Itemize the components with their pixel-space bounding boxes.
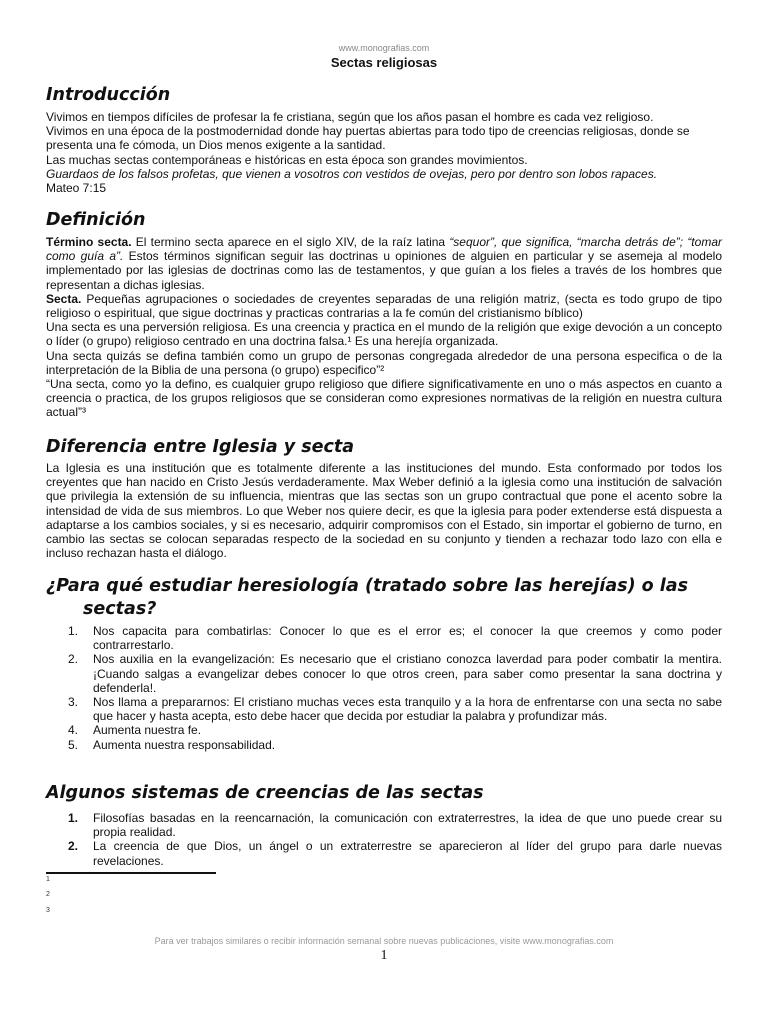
list-text: Aumenta nuestra fe.	[93, 723, 202, 738]
term-text-b: Estos términos significan seguir las doctrinas u opiniones de alguien en particular y se asemeja al modelo implementado por las iglesias de doctrinas como las de testamentos, y que guían a los fieles a través de los hombres que representan a dichas iglesias.	[46, 249, 722, 292]
list-item	[46, 811, 722, 839]
heading-estudiar: ¿Para qué estudiar heresiología (tratado sobre las herejías) o las	[46, 576, 688, 596]
bible-quote: Guardaos de los falsos profetas, que vienen a vosotros con vestidos de ovejas, pero por dentro son lobos rapaces.	[46, 166, 658, 181]
list-number: 1.	[68, 624, 79, 638]
list-item	[46, 839, 722, 867]
list-item	[46, 738, 722, 752]
intro-line: Vivimos en tiempos difíciles de profesar la fe cristiana, según que los años pasan el hombre es cada vez religioso.	[46, 110, 654, 124]
list-number: 4.	[68, 723, 79, 738]
intro-line: Vivimos en una época de la postmodernidad donde hay puertas abiertas para todo tipo de creencias religiosas, donde se presenta una fe cómoda, un Dios menos exigente a la santidad.	[46, 124, 690, 153]
definicion-section	[46, 235, 722, 420]
heading-introduccion: Introducción	[46, 85, 171, 105]
header-url: www.monografias.com	[338, 43, 430, 53]
list-item	[46, 695, 722, 723]
definicion-paragraph-3: Una secta es una perversión religiosa. Es una creencia y practica en el mundo de la religión que exige devoción a un concepto o líder (o grupo) religioso centrado en una doctrina falsa.¹ Es una herejía organizada.	[46, 320, 722, 349]
list-number: 5.	[68, 737, 79, 752]
footnote-marker: 3	[46, 907, 50, 914]
list-text: Aumenta nuestra responsabilidad.	[93, 737, 276, 752]
heading-definicion: Definición	[46, 210, 146, 230]
sistemas-list	[46, 811, 722, 868]
footnote-separator	[46, 872, 216, 874]
list-text: Nos llama a prepararnos: El cristiano muchas veces esta tranquilo y a la hora de enfrentarse con una secta no sabe que hacer y hasta acepta, esto debe hacer que decida por estudiar la palabra y profundizar más.	[93, 695, 722, 724]
intro-section	[46, 110, 722, 195]
heading-estudiar-line2: sectas?	[83, 599, 157, 619]
page-number: 1	[380, 948, 388, 963]
heading-diferencia: Diferencia entre Iglesia y secta	[46, 437, 355, 457]
list-item	[46, 624, 722, 652]
secta-label: Secta.	[46, 291, 82, 306]
list-text: Nos auxilia en la evangelización: Es necesario que el cristiano conozca laverdad para poder combatir la mentira. ¡Cuando salgas a evangelizar debes conocer lo que otros creen, para saber como presentar la sana doctrina y defenderla!.	[93, 652, 722, 695]
term-label: Término secta.	[46, 235, 132, 249]
estudiar-list-wrap	[46, 624, 722, 752]
document-title: Sectas religiosas	[330, 55, 438, 70]
footnote-marker: 2	[46, 891, 50, 898]
secta-paragraph	[46, 292, 722, 320]
definicion-paragraph-4: Una secta quizás se defina también como un grupo de personas congregada alrededor de una persona especifica o de la interpretación de la Biblia de una persona (o grupo) especifico”²	[46, 348, 722, 377]
bible-reference: Mateo 7:15	[46, 181, 107, 196]
heading-sistemas: Algunos sistemas de creencias de las sectas	[46, 783, 484, 803]
footnote-marker: 1	[46, 876, 50, 883]
term-quote: “sequor”, que significa, “marcha detrás de”; “tomar como guía a”.	[46, 235, 722, 264]
list-text: Filosofías basadas en la reencarnación, la comunicación con extraterrestres, la idea de que uno puede crear su propia realidad.	[93, 811, 722, 840]
estudiar-list	[46, 624, 722, 752]
secta-text: Pequeñas agrupaciones o sociedades de creyentes separadas de una religión matriz, (secta es todo grupo de tipo religioso o espiritual, que sigue doctrinas y practicas contrarias a la fe común del cristianismo bíblico)	[46, 291, 722, 321]
list-number: 3.	[68, 695, 79, 710]
intro-line: Las muchas sectas contemporáneas e históricas en esta época son grandes movimientos.	[46, 152, 528, 167]
diferencia-section	[46, 461, 722, 560]
intro-quote	[46, 167, 722, 181]
term-paragraph	[46, 235, 722, 292]
list-number: 2.	[68, 839, 79, 854]
diferencia-text: La Iglesia es una institución que es totalmente diferente a las instituciones del mundo. Esta conformado por todos los creyentes que han nacido en Cristo Jesús verdaderamente. Max Weber definió a la iglesia como una institución de salvación que privilegia la extensión de su influencia, mientras que las sectas son un grupo contractual que pone el acento sobre la intensidad de vida de sus miembros. Lo que Weber nos quiere decir, es que la iglesia para poder extenderse está dispuesta a adaptarse a los cambios sociales, y si es necesario, adquirir compromisos con el Estado, sin importar el gobierno de turno, en cambio las sectas se colocan separadas respecto de la sociedad en su conjunto y tienden a rechazar todo lazo con ella e incluso rechazan hasta el diálogo.	[46, 461, 722, 561]
list-item	[46, 652, 722, 695]
definicion-paragraph-5: “Una secta, como yo la defino, es cualquier grupo religioso que difiere significativamente en uno o más aspectos en cuanto a creencia o practica, de los grupos religiosos que se consideran como expresiones normativas de la religión en nuestra cultura actual”³	[46, 377, 722, 420]
sistemas-list-wrap	[46, 811, 722, 868]
list-text: La creencia de que Dios, un ángel o un extraterrestre se aparecieron al líder del grupo para darle nuevas revelaciones.	[93, 839, 722, 868]
term-text-a: El termino secta aparece en el siglo XIV, de la raíz latina	[131, 235, 450, 249]
footer-text: Para ver trabajos similares o recibir información semanal sobre nuevas publicaciones, visite www.monografias.com	[154, 936, 614, 946]
list-text: Nos capacita para combatirlas: Conocer lo que es el error es; el conocer la que creemos y como poder contrarrestarlo.	[93, 624, 722, 653]
list-number: 1.	[68, 811, 79, 825]
list-number: 2.	[68, 652, 79, 667]
list-item	[46, 723, 722, 737]
